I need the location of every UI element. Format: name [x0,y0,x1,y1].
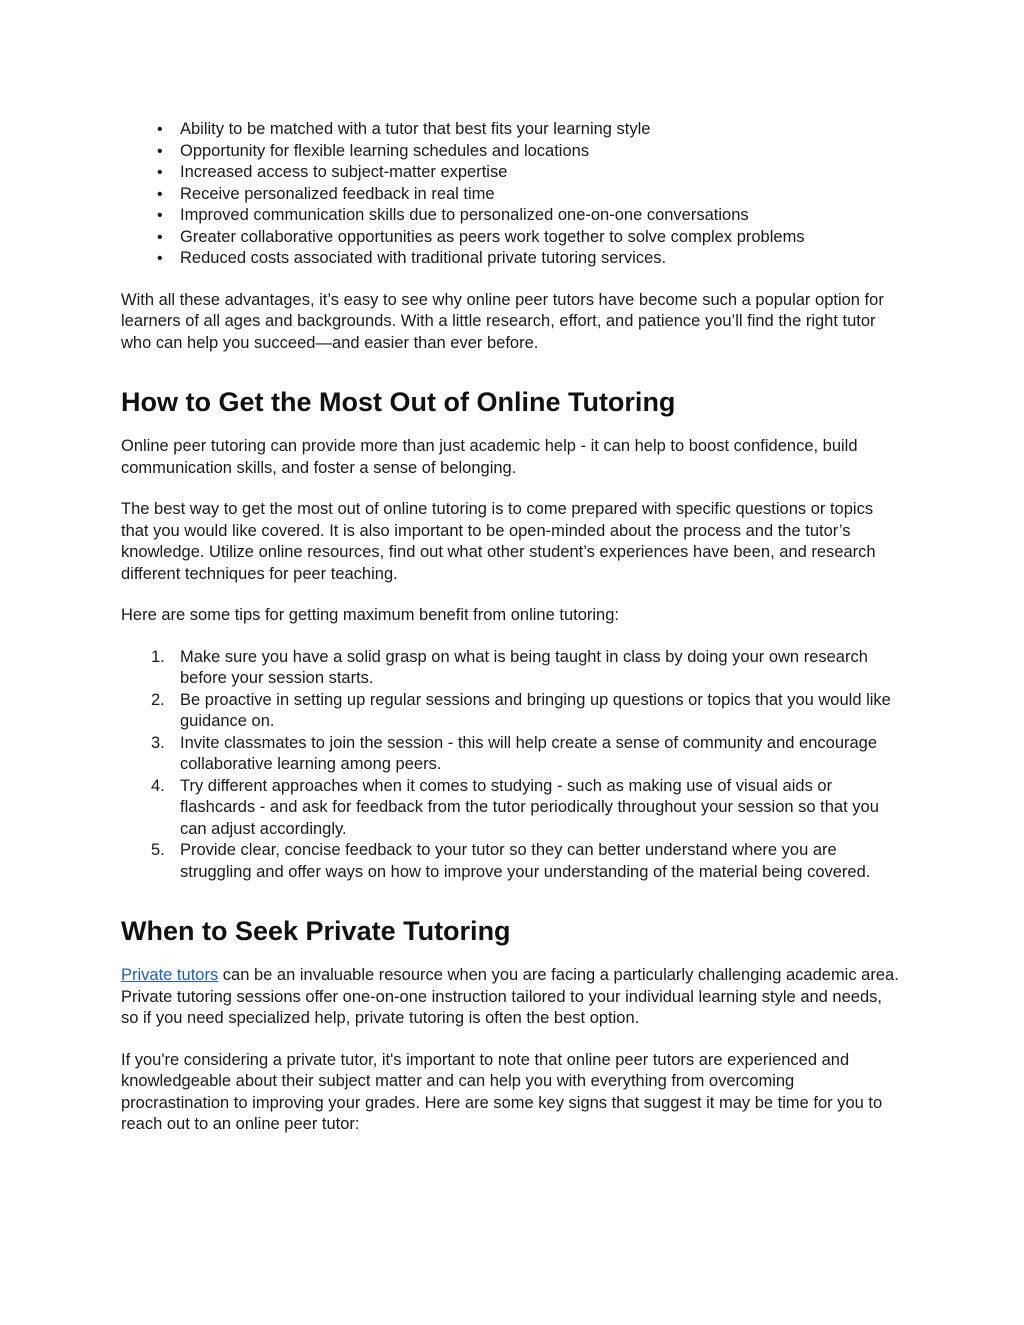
list-item: • Ability to be matched with a tutor that best fits your learning style [121,119,901,141]
list-item [121,733,901,776]
paragraph: Here are some tips for getting maximum benefit from online tutoring: [121,606,619,624]
list-item-text: Be proactive in setting up regular sessions and bringing up questions or topics that you would like guidance on. [180,690,891,730]
intro-paragraph: With all these advantages, it’s easy to see why online peer tutors have become such a popular option for learners of all ages and backgrounds. With a little research, effort, and patience you’ll find the right tutor who can help you succeed—and easier than ever before. [121,290,884,352]
document-page [121,119,901,1136]
paragraph [121,965,901,1030]
list-item [121,647,901,690]
list-item-text: Make sure you have a solid grasp on what is being taught in class by doing your own research before your session starts. [180,647,868,687]
private-tutors-link[interactable]: Private tutors [121,966,219,984]
list-item-text: Try different approaches when it comes to studying - such as making use of visual aids or flashcards - and ask for feedback from the tutor periodically throughout your session so that you can adjust accordingly. [180,776,879,838]
paragraph: The best way to get the most out of online tutoring is to come prepared with specific questions or topics that you would like covered. It is also important to be open-minded about the process and the tutor’s knowledge. Utilize online resources, find out what other student’s experiences have been, and research different techniques for peer teaching. [121,500,876,583]
list-number: 2. [151,690,165,709]
section-heading-online-tutoring: How to Get the Most Out of Online Tutoring [121,387,676,417]
list-item-text: Provide clear, concise feedback to your tutor so they can better understand where you are struggling and offer ways on how to improve your understanding of the material being covered. [180,841,871,881]
section-heading-private-tutoring: When to Seek Private Tutoring [121,916,511,946]
list-number: 1. [151,647,165,666]
list-item: • Receive personalized feedback in real time [121,184,901,206]
list-item [121,840,901,883]
list-item-text: Invite classmates to join the session - this will help create a sense of community and encourage collaborative learning among peers. [180,733,878,773]
list-item: • Opportunity for flexible learning schedules and locations [121,141,901,163]
paragraph: If you're considering a private tutor, it's important to note that online peer tutors are experienced and knowledgeable about their subject matter and can help you with everything from overcoming procrastination to improving your grades. Here are some key signs that suggest it may be time for you to reach out to an online peer tutor: [121,1050,883,1133]
list-item: • Increased access to subject-matter expertise [121,162,901,184]
tips-list [121,647,901,884]
paragraph: Online peer tutoring can provide more than just academic help - it can help to boost confidence, build communication skills, and foster a sense of belonging. [121,437,858,477]
list-number: 3. [151,733,165,752]
list-item: • Reduced costs associated with traditional private tutoring services. [121,248,901,270]
list-number: 4. [151,776,165,795]
list-item: • Improved communication skills due to personalized one-on-one conversations [121,205,901,227]
list-item [121,776,901,841]
list-item [121,690,901,733]
list-item: • Greater collaborative opportunities as peers work together to solve complex problems [121,227,901,249]
paragraph-text: can be an invaluable resource when you are facing a particularly challenging academic area. Private tutoring sessions offer one-on-one instruction tailored to your individual learning style and needs, so if you need specialized help, private tutoring is often the best option. [121,966,899,1027]
benefits-list [121,119,901,270]
list-number: 5. [151,841,165,859]
